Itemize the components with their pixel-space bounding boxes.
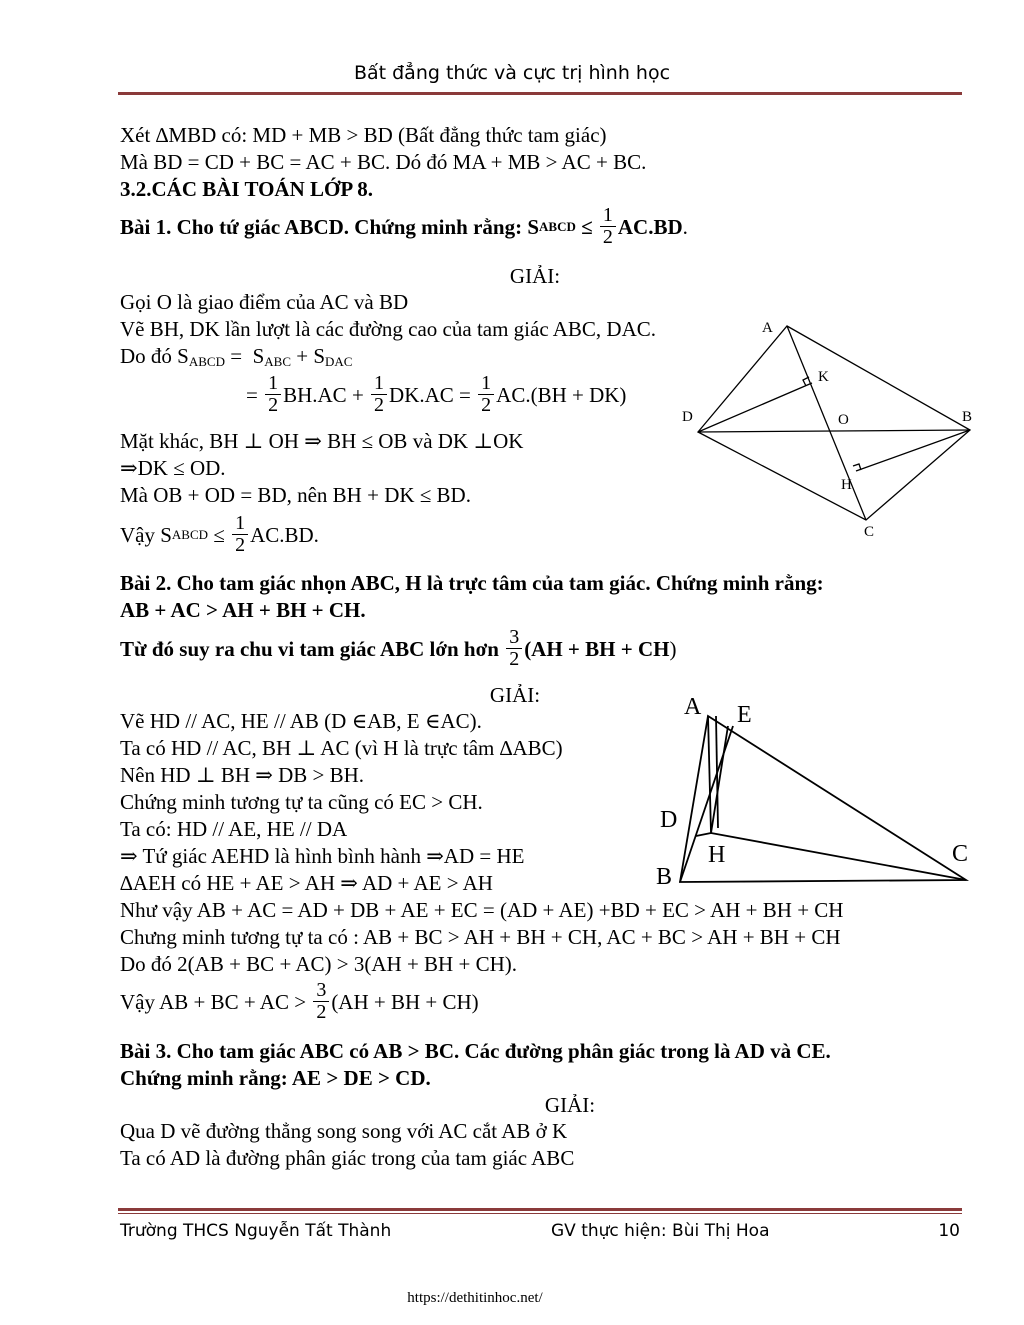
fraction-one-half: $\frac{1}{2}$ [478, 373, 494, 416]
point-label: E [737, 702, 752, 728]
fraction-one-half: $\frac{1}{2}$ [232, 513, 248, 556]
fraction-three-halves: $\frac{3}{2}$ [313, 980, 329, 1023]
text-line: Mặt khác, BH ⊥ OH ⇒ BH ≤ OB và DK ⊥OK [120, 429, 524, 453]
point-label: A [684, 694, 702, 720]
solution-label: GIẢI: [509, 264, 561, 288]
text-line: Nên HD ⊥ BH ⇒ DB > BH. [120, 763, 365, 787]
point-label: D [660, 807, 678, 833]
point-label: A [762, 320, 773, 336]
problem-2-statement: AB + AC > AH + BH + CH. [120, 598, 366, 622]
conclusion-2: Vậy AB + BC + AC > $\frac{3}{2}$ (AH + BH + CH) [120, 979, 479, 1023]
text-line: Mà OB + OD = BD, nên BH + DK ≤ BD. [120, 483, 471, 507]
figure-quadrilateral-abcd [670, 315, 990, 545]
text-line: ⇒DK ≤ OD. [120, 456, 226, 480]
text-line: Gọi O là giao điểm của AC và BD [120, 290, 409, 314]
point-label: C [952, 841, 969, 867]
text-line: Chứng minh tương tự ta cũng có EC > CH. [120, 790, 483, 814]
footer-teacher: GV thực hiện: Bùi Thị Hoa [551, 1221, 770, 1241]
text-line: Vẽ BH, DK lần lượt là các đường cao của tam giác ABC, DAC. [120, 317, 657, 341]
problem-3-statement: Chứng minh rằng: AE > DE > CD. [120, 1066, 431, 1090]
text-line: ∆AEH có HE + AE > AH ⇒ AD + AE > AH [120, 871, 493, 895]
problem-2-statement: Từ đó suy ra chu vi tam giác ABC lớn hơn $\frac{3}{2}$ (AH + BH + CH ) [120, 626, 677, 670]
point-label: D [682, 409, 693, 425]
point-label: O [838, 412, 849, 428]
text-line: Qua D vẽ đường thẳng song song với AC cắt AB ở K [120, 1119, 568, 1143]
text-line: Xét ∆MBD có: MD + MB > BD (Bất đẳng thức tam giác) [120, 123, 607, 147]
text-line: Chưng minh tương tự ta có : AB + BC > AH + BH + CH, AC + BC > AH + BH + CH [120, 925, 841, 949]
solution-label: GIẢI: [544, 1093, 596, 1117]
point-label: B [962, 409, 973, 425]
text-line: Vẽ HD // AC, HE // AB (D ∈AB, E ∈AC). [120, 709, 482, 733]
fraction-one-half: $\frac{1}{2}$ [371, 373, 387, 416]
area-expansion: = $\frac{1}{2}$ BH.AC + $\frac{1}{2}$ DK.AC = $\frac{1}{2}$ AC.(BH + DK) [246, 372, 627, 416]
footer-url: https://dethitinhoc.net/ [407, 1290, 543, 1306]
figure-triangle-abc-orthocenter [650, 690, 990, 890]
footer-school: Trường THCS Nguyễn Tất Thành [120, 1221, 392, 1241]
fraction-one-half: $\frac{1}{2}$ [265, 373, 281, 416]
point-label: H [841, 477, 852, 493]
point-label: C [864, 524, 875, 540]
point-label: H [708, 842, 726, 868]
text-line: Mà BD = CD + BC = AC + BC. Dó đó MA + MB > AC + BC. [120, 150, 647, 174]
text-line: ⇒ Tứ giác AEHD là hình bình hành ⇒AD = HE [120, 844, 525, 868]
problem-3-statement: Bài 3. Cho tam giác ABC có AB > BC. Các đường phân giác trong là AD và CE. [120, 1039, 831, 1063]
conclusion-1: Vậy S ABCD ≤ $\frac{1}{2}$ AC.BD. [120, 512, 319, 556]
page-header-title: Bất đẳng thức và cực trị hình học [353, 62, 671, 84]
section-heading: 3.2.CÁC BÀI TOÁN LỚP 8. [120, 177, 374, 201]
footer-rule [118, 1208, 962, 1211]
point-label: K [818, 369, 829, 385]
area-equation: Do đó $S_{ABCD} = S_{ABC} + S_{DAC}$ [120, 344, 353, 369]
footer-rule-thin [118, 1213, 962, 1214]
text-line: Ta có AD là đường phân giác trong của tam giác ABC [120, 1146, 575, 1170]
problem-2-statement: Bài 2. Cho tam giác nhọn ABC, H là trực tâm của tam giác. Chứng minh rằng: [120, 571, 824, 595]
text-line: Ta có HD // AC, BH ⊥ AC (vì H là trực tâm ∆ABC) [120, 736, 563, 760]
solution-label: GIẢI: [489, 683, 541, 707]
header-rule [118, 92, 962, 95]
fraction-three-halves: $\frac{3}{2}$ [506, 627, 522, 670]
fraction-one-half: $\frac{1}{2}$ [600, 205, 616, 248]
footer-page-number: 10 [938, 1221, 960, 1241]
problem-1-statement: Bài 1. Cho tứ giác ABCD. Chứng minh rằng: S ABCD ≤ $\frac{1}{2}$ AC.BD . [120, 204, 688, 248]
text-line: Ta có: HD // AE, HE // DA [120, 817, 348, 841]
point-label: B [656, 864, 673, 890]
text-line: Như vậy AB + AC = AD + DB + AE + EC = (AD + AE) +BD + EC > AH + BH + CH [120, 898, 844, 922]
text-line: Do đó 2(AB + BC + AC) > 3(AH + BH + CH). [120, 952, 517, 976]
